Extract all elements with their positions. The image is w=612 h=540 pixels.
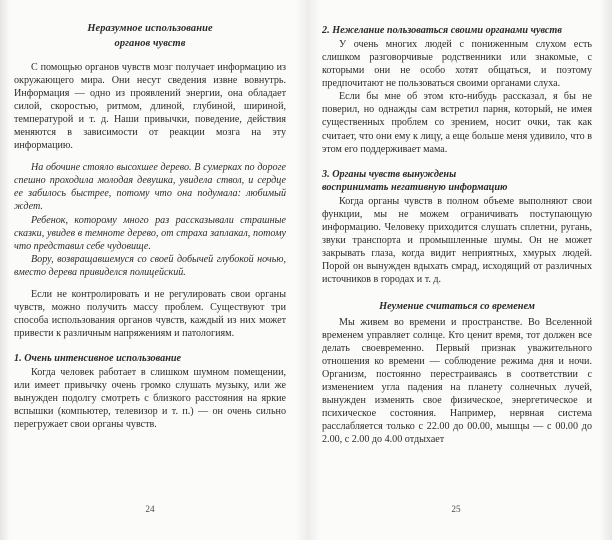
paragraph-intro: С помощью органов чувств мозг получает информацию из окружающего мира. Они несут сведения извне вовнутрь. Информация — одно из проявлений энергии, она обладает силой, скоростью, ритмом, длиной, глубиной, шириной, температурой и т. д. Наши привычки, поведение, действия меняются в зависимости от реакции мозга на эту информацию. bbox=[14, 62, 286, 152]
section-heading-3 bbox=[322, 168, 592, 194]
chapter-title-line-2: органов чувств bbox=[114, 37, 186, 49]
section-1-body: Когда человек работает в слишком шумном помещении, или имеет привычку очень громко слушать музыку, или же вынужден подолгу смотреть с близкого расстояния на яркие вспышки (компьютер, телевизор и т. п.) — он очень сильно перегружает свои органы чувств. bbox=[14, 367, 286, 431]
page-number-right: 25 bbox=[451, 504, 461, 514]
section-3-body: Когда органы чувств в полном объеме выполняют свои функции, мы не можем ограничивать поступающую информацию. Человеку приходится слушать сплетни, ругань, звуки транспорта и промышленные шумы. Он не может закрывать глаза, когда видит неприятных, хмурых людей. Порой он вынужден вдыхать смрад, исходящий от различных источников в городах и т. д. bbox=[322, 196, 592, 286]
paragraph-conclusion: Если не контролировать и не регулировать свои органы чувств, можно получить массу проблем. Существуют три способа использования органов чувств, каждый из них может привести к различным напряжениям и патологиям. bbox=[14, 288, 286, 339]
section-2-body-2: Если бы мне об этом кто-нибудь рассказал, я бы не поверил, но однажды сам встретил парня, который, не имея существенных проблем со зрением, носит очки, так как считает, что они ему к лицу, а еще больше меня удивило, что в этом его поддерживает мама. bbox=[322, 91, 592, 155]
section-heading-2-text: 2. Нежелание пользоваться своими органами чувств bbox=[322, 25, 562, 36]
paragraph-spacer bbox=[14, 279, 286, 288]
right-page-column bbox=[322, 24, 592, 446]
right-page bbox=[306, 0, 606, 540]
section-heading-3-line-2: воспринимать негативную информацию bbox=[322, 181, 508, 193]
anecdote-paragraph-1: На обочине стояло высохшее дерево. В сумерках по дороге спешно проходила молодая девушка, увидела ствол, и сердце ее забилось быстрее, потому что она подумала: любимый ждет. bbox=[14, 162, 286, 213]
section-heading-4-text: Неумение считаться со временем bbox=[379, 301, 535, 313]
section-heading-1-text: 1. Очень интенсивное использование bbox=[14, 352, 182, 364]
section-heading-2 bbox=[322, 24, 592, 37]
section-heading-3-line-1: 3. Органы чувств вынуждены bbox=[322, 168, 457, 180]
page-number-left: 24 bbox=[145, 504, 155, 514]
chapter-title bbox=[14, 22, 286, 51]
left-page-column bbox=[14, 22, 286, 431]
section-heading-1 bbox=[14, 352, 286, 365]
paragraph-spacer bbox=[14, 152, 286, 161]
section-2-body-1: У очень многих людей с пониженным слухом есть слишком разговорчивые родственники или знакомые, с которыми они не особо хотят общаться, и поэтому предпочитают не пользоваться своими органами слуха. bbox=[322, 39, 592, 90]
chapter-title-line-1: Неразумное использование bbox=[87, 23, 213, 34]
anecdote-paragraph-3: Вору, возвращавшемуся со своей добычей глубокой ночью, вместо дерева привиделся полицейский. bbox=[14, 253, 286, 278]
anecdote-paragraph-2: Ребенок, которому много раз рассказывали страшные сказки, увидев в темноте дерево, от страха заплакал, потому что представил себе чудовище. bbox=[14, 214, 286, 252]
left-page bbox=[0, 0, 300, 540]
section-heading-4 bbox=[322, 300, 592, 314]
section-4-body: Мы живем во времени и пространстве. Во Вселенной временем управляет солнце. Кто ценит время, тот должен все делать своевременно. Первый признак уважительного отношения ко времени — соблюдение режима дня и ночи. Организм, постоянно перестраиваясь в соответствии с изменением угла падения на планету солнечных лучей, вынужден изменять свое физическое, энергетическое и психическое состояния. Например, нервная система расслабляется только с 22.00 до 00.00, мышцы — с 00.00 до 2.00, с 2.00 до 4.00 отдыхает bbox=[322, 316, 592, 446]
